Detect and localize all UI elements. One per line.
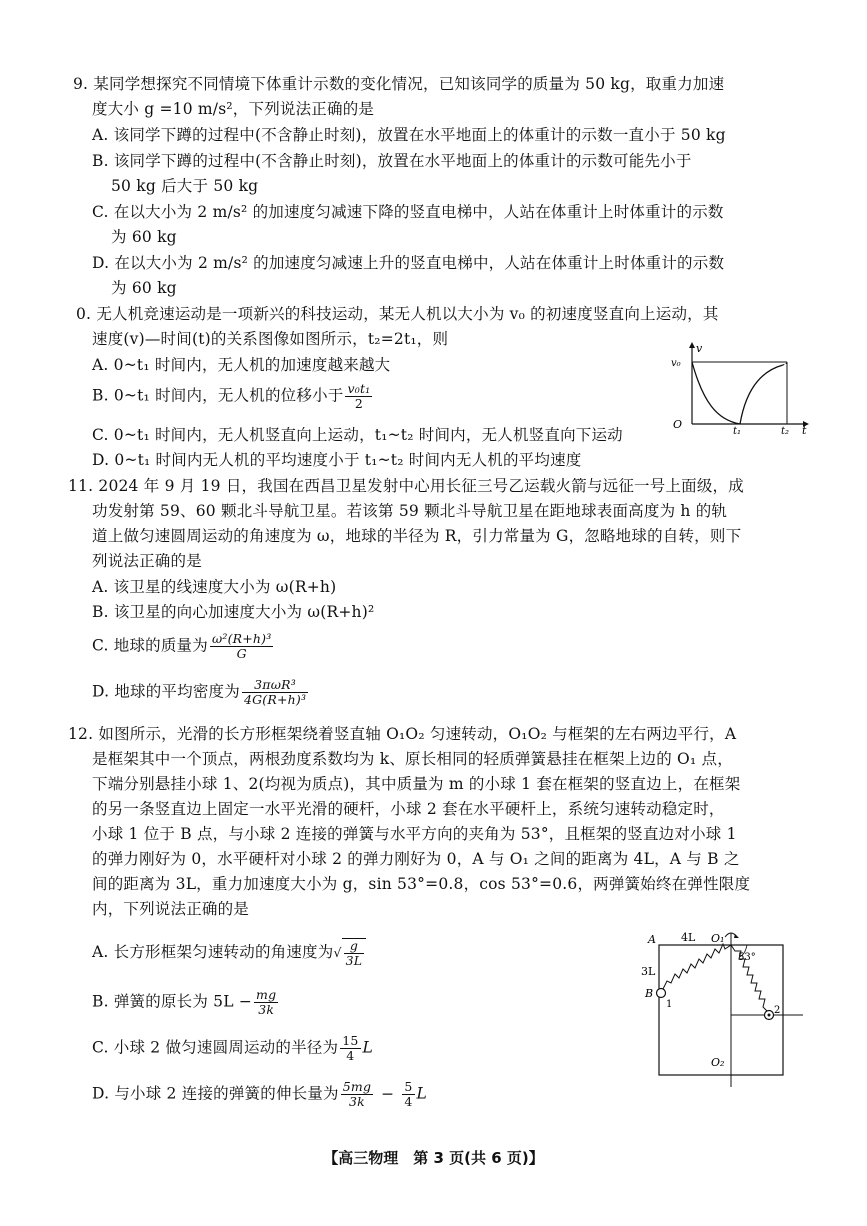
label-ball-1: 1 bbox=[666, 999, 673, 1010]
q11-stem-line1: 11. 2024 年 9 月 19 日，我国在西昌卫星发射中心用长征三号乙运载火箭与远征一号上面级，成 bbox=[68, 477, 744, 495]
label-o1: O₁ bbox=[711, 932, 725, 945]
q11-c-numerator: ω²(R+h)³ bbox=[211, 631, 272, 646]
q9-option-a: A. 该同学下蹲的过程中(不含静止时刻)，放置在水平地面上的体重计的示数一直小于 50 kg bbox=[92, 126, 726, 144]
q10-option-a: A. 0~t₁ 时间内，无人机的加速度越来越大 bbox=[92, 356, 391, 374]
label-4l: 4L bbox=[681, 931, 696, 944]
q11-option-b: B. 该卫星的向心加速度大小为 ω(R+h)² bbox=[92, 603, 375, 621]
q12-stem-line2: 是框架其中一个顶点，两根劲度系数均为 k、原长相同的轻质弹簧悬挂在框架上边的 O₁ 点， bbox=[92, 750, 733, 768]
q11-option-d-fraction bbox=[242, 678, 308, 707]
label-3l: 3L bbox=[641, 965, 656, 978]
q10-b-denominator: 2 bbox=[354, 396, 363, 411]
q11-option-c bbox=[92, 632, 275, 661]
q12-option-d bbox=[92, 1080, 427, 1109]
q12-option-b-fraction bbox=[254, 988, 278, 1017]
q12-frame-figure bbox=[635, 925, 810, 1090]
q12-d-minus: − bbox=[381, 1084, 395, 1103]
q12-d-unit: L bbox=[416, 1084, 428, 1103]
q12-stem-line8: 内，下列说法正确的是 bbox=[92, 900, 250, 918]
q9-option-c-line2: 为 60 kg bbox=[111, 228, 177, 246]
q12-c-unit: L bbox=[362, 1038, 373, 1057]
q10-option-b-text: B. 0~t₁ 时间内，无人机的位移小于 bbox=[92, 386, 344, 405]
q10-b-numerator: v₀t₁ bbox=[347, 381, 371, 396]
label-a: A bbox=[648, 933, 656, 946]
q12-option-b bbox=[92, 988, 280, 1017]
q12-d-denominator2: 4 bbox=[404, 1094, 413, 1109]
q12-option-c bbox=[92, 1034, 373, 1063]
q12-stem-line6: 的弹力刚好为 0，水平硬杆对小球 2 的弹力刚好为 0，A 与 O₁ 之间的距离为 4L，A 与 B 之 bbox=[92, 850, 740, 868]
spring-1 bbox=[663, 944, 731, 989]
q9-stem-line2: 度大小 g =10 m/s²，下列说法正确的是 bbox=[92, 100, 375, 118]
page-footer: 【高三物理 第 3 页(共 6 页)】 bbox=[323, 1149, 544, 1167]
q11-c-denominator: G bbox=[236, 646, 247, 661]
q11-d-denominator: 4G(R+h)³ bbox=[243, 692, 307, 707]
q12-option-c-text: C. 小球 2 做匀速圆周运动的半径为 bbox=[92, 1038, 339, 1057]
label-b: B bbox=[645, 987, 654, 1000]
q12-option-d-text: D. 与小球 2 连接的弹簧的伸长量为 bbox=[92, 1084, 339, 1103]
q10-stem-line1: 0. 无人机竞速运动是一项新兴的科技运动，某无人机以大小为 v₀ 的初速度竖直向上运动，其 bbox=[76, 305, 719, 323]
q12-stem-line3: 下端分别悬挂小球 1、2(均视为质点)，其中质量为 m 的小球 1 套在框架的竖直边上，在框架 bbox=[92, 775, 741, 793]
label-o2: O₂ bbox=[711, 1056, 725, 1069]
q10-option-b bbox=[92, 382, 374, 411]
q10-option-b-fraction bbox=[345, 382, 372, 411]
q12-stem-line4: 的另一条竖直边上固定一水平光滑的硬杆，小球 2 套在水平硬杆上，系统匀速转动稳定时， bbox=[92, 800, 725, 818]
q12-b-numerator: mg bbox=[256, 987, 277, 1002]
q12-c-numerator: 15 bbox=[342, 1033, 359, 1048]
q9-option-c-line1: C. 在以大小为 2 m/s² 的加速度匀减速下降的竖直电梯中，人站在体重计上时体重计的示数 bbox=[92, 203, 724, 221]
q11-option-c-fraction bbox=[210, 632, 274, 661]
label-53deg: 53° bbox=[738, 952, 756, 963]
q12-stem-line1: 12. 如图所示，光滑的长方形框架绕着竖直轴 O₁O₂ 匀速转动，O₁O₂ 与框架的左右两边平行，A bbox=[68, 725, 737, 743]
q11-option-a: A. 该卫星的线速度大小为 ω(R+h) bbox=[92, 578, 337, 596]
t1-label: t₁ bbox=[733, 426, 742, 435]
curve-decel bbox=[692, 362, 740, 424]
q10-option-d: D. 0~t₁ 时间内无人机的平均速度小于 t₁~t₂ 时间内无人机的平均速度 bbox=[92, 451, 582, 469]
q9-option-b-line2: 50 kg 后大于 50 kg bbox=[111, 177, 259, 195]
ball-2-center bbox=[768, 1014, 771, 1017]
q11-option-d bbox=[92, 678, 310, 707]
q12-option-c-fraction bbox=[340, 1034, 360, 1063]
q12-option-a-fraction bbox=[344, 939, 365, 968]
t-axis-label: t bbox=[802, 424, 807, 435]
v-axis-label: v bbox=[696, 342, 703, 355]
q12-a-numerator: g bbox=[344, 939, 365, 954]
q9-option-d-line1: D. 在以大小为 2 m/s² 的加速度匀减速上升的竖直电梯中，人站在体重计上时体重计的示数 bbox=[92, 254, 725, 272]
v0-label: v₀ bbox=[671, 358, 681, 369]
q12-d-denominator1: 3k bbox=[348, 1094, 365, 1109]
q12-option-d-fraction1 bbox=[341, 1080, 373, 1109]
q12-option-b-text: B. 弹簧的原长为 5L − bbox=[92, 992, 253, 1011]
q11-option-d-text: D. 地球的平均密度为 bbox=[92, 682, 240, 701]
q12-option-a-text: A. 长方形框架匀速转动的角速度为 bbox=[92, 943, 334, 961]
q9-option-b-line1: B. 该同学下蹲的过程中(不含静止时刻)，放置在水平地面上的体重计的示数可能先小于 bbox=[92, 152, 692, 170]
curve-accel bbox=[740, 365, 783, 424]
q11-stem-line3: 道上做匀速圆周运动的角速度为 ω，地球的半径为 R，引力常量为 G，忽略地球的自转，则下 bbox=[92, 527, 742, 545]
q11-stem-line4: 列说法正确的是 bbox=[92, 552, 202, 570]
q12-d-numerator1: 5mg bbox=[342, 1079, 372, 1094]
q12-stem-line7: 间的距离为 3L，重力加速度大小为 g，sin 53°=0.8，cos 53°=0.6，两弹簧始终在弹性限度 bbox=[92, 875, 751, 893]
q9-option-d-line2: 为 60 kg bbox=[111, 279, 177, 297]
q10-option-c: C. 0~t₁ 时间内，无人机竖直向上运动，t₁~t₂ 时间内，无人机竖直向下运动 bbox=[92, 426, 623, 444]
q12-a-denominator: 3L bbox=[345, 953, 363, 968]
q10-vt-graph bbox=[665, 340, 810, 435]
ball-1 bbox=[657, 989, 666, 998]
q11-stem-line2: 功发射第 59、60 颗北斗导航卫星。若该第 59 颗北斗导航卫星在距地球表面高度为 h 的轨 bbox=[92, 502, 728, 520]
t2-label: t₂ bbox=[781, 426, 790, 435]
q12-c-denominator: 4 bbox=[346, 1048, 355, 1063]
q12-option-a-sqrt: √ $\frac{g}{3L}$ bbox=[333, 938, 366, 968]
label-ball-2: 2 bbox=[774, 1005, 781, 1016]
origin-label: O bbox=[673, 418, 683, 431]
q12-d-numerator2: 5 bbox=[404, 1079, 413, 1094]
v-axis-arrow bbox=[689, 342, 695, 348]
q10-stem-line2: 速度(v)—时间(t)的关系图像如图所示，t₂=2t₁，则 bbox=[92, 330, 449, 348]
q12-b-denominator: 3k bbox=[258, 1002, 275, 1017]
q11-option-c-text: C. 地球的质量为 bbox=[92, 636, 208, 655]
curve-tail bbox=[783, 363, 787, 365]
q11-d-numerator: 3πωR³ bbox=[242, 678, 308, 693]
q12-option-a bbox=[92, 938, 366, 968]
q9-stem-line1: 9. 某同学想探究不同情境下体重计示数的变化情况，已知该同学的质量为 50 kg，取重力加速 bbox=[73, 75, 725, 93]
q12-option-d-fraction2 bbox=[402, 1080, 414, 1109]
q12-stem-line5: 小球 1 位于 B 点，与小球 2 连接的弹簧与水平方向的夹角为 53°，且框架的竖直边对小球 1 bbox=[92, 825, 737, 843]
